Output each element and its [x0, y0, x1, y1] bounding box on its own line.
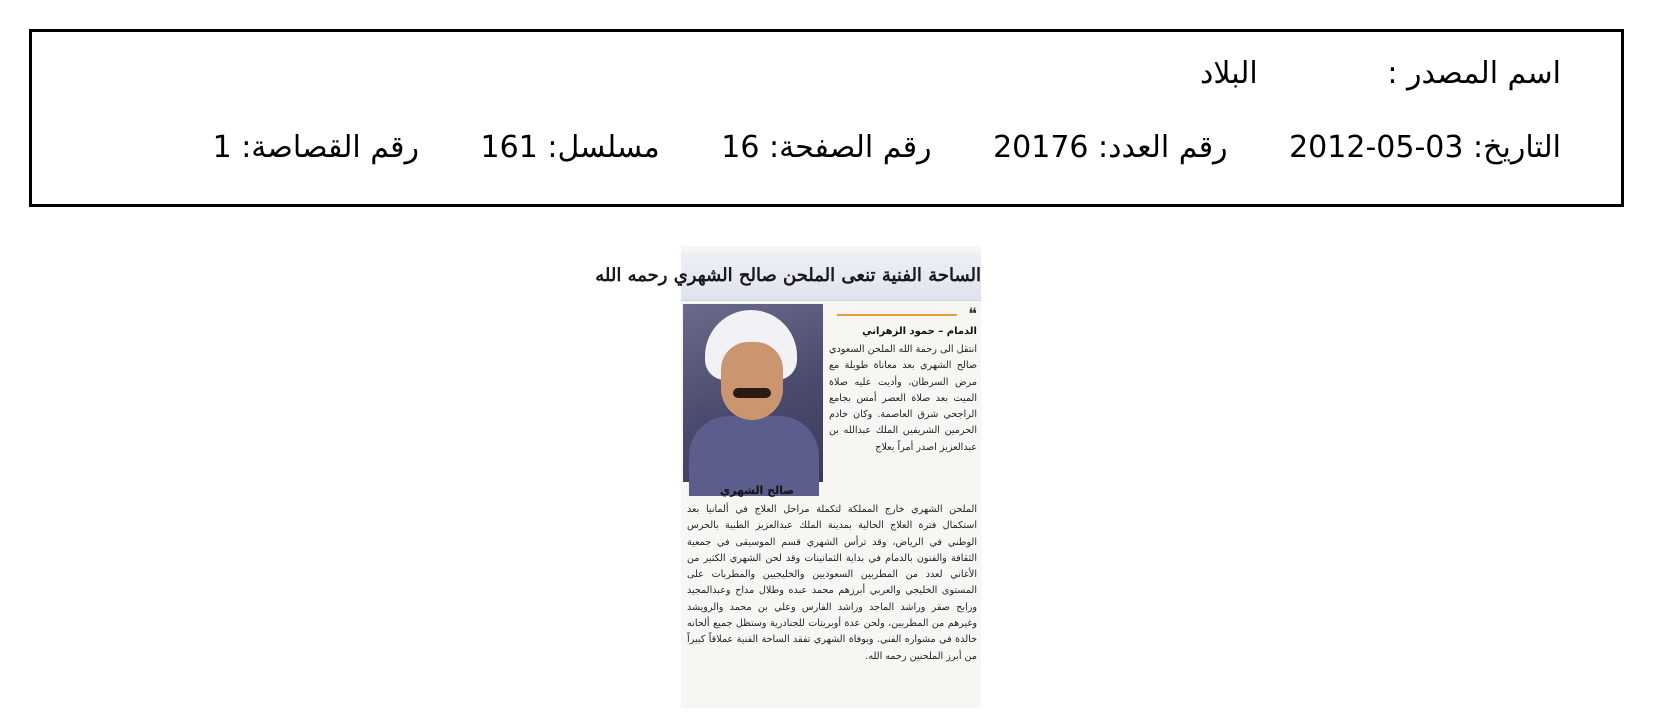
source-value: البلاد [1199, 56, 1258, 91]
photo-caption: صالح الشهري [720, 484, 794, 497]
quote-mark-icon: ❝ [968, 304, 977, 323]
photo-figure-face [721, 342, 783, 420]
date-field: التاريخ: 03-05-2012 [1289, 130, 1561, 165]
article-byline: الدمام – حمود الزهراني [862, 326, 977, 337]
clipping-metadata-box [29, 29, 1624, 207]
serial-field: مسلسل: 161 [480, 130, 660, 165]
accent-rule [837, 314, 957, 316]
article-lead-paragraph: انتقل الى رحمة الله الملحن السعودي صالح الشهري بعد معاناة طويلة مع مرض السرطان، وأديت عليه صلاة الميت بعد صلاة العصر أمس بجامع الراجحي شرق العاصمة. وكان خادم الحرمين الشريفين الملك عبدالله بن عبدالعزيز اصدر أمراً بعلاج [829, 344, 977, 453]
details-row [213, 130, 1561, 165]
source-row [1200, 56, 1561, 91]
portrait-photo [683, 304, 823, 482]
issue-number-field: رقم العدد: 20176 [993, 130, 1228, 165]
article-body-paragraph: الملحن الشهري خارج المملكة لتكملة مراحل العلاج في ألمانيا بعد استكمال فترة العلاج الحالية بمدينة الملك عبدالعزيز الطبية بالحرس الوطني في الرياض، وقد ترأس الشهري قسم الموسيقى في جمعية الثقافة والفنون بالدمام في بداية الثمانينات وقد لحن الشهري الكثير من الأغاني لعدد من المطربين السعوديين والخليجيين والمطربات على المستوى الخليجي والعربي أبرزهم محمد عبده وطلال مداح وعبدالمجيد ورابح صقر وراشد الماجد وراشد الفارس وعلي بن محمد والرويشد وغيرهم من المطربين، ولحن عدة أوبريتات للجنادرية وستظل جميع ألحانه خالدة في مشواره الفني. وبوفاة الشهري تفقد الساحة الفنية عملاقاً كبيراً من أبرز الملحنين رحمه الله. [687, 504, 977, 662]
page-number-field: رقم الصفحة: 16 [721, 130, 932, 165]
source-label: اسم المصدر : [1387, 56, 1561, 91]
clip-number-field: رقم القصاصة: 1 [212, 130, 419, 165]
photo-figure-mustache [733, 388, 771, 398]
article-headline: الساحة الفنية تنعى الملحن صالح الشهري رحمه الله [681, 252, 981, 301]
newspaper-clipping [595, 246, 981, 708]
